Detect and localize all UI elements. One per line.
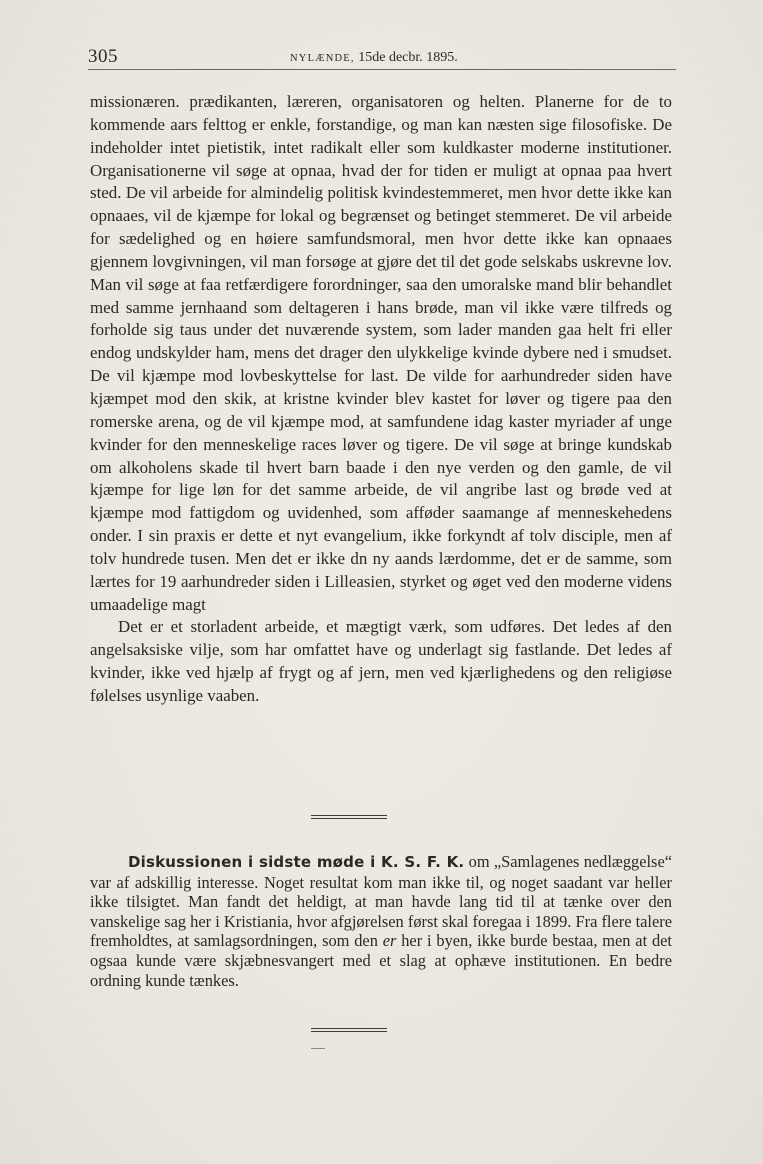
- article-paragraph: Det er et storladent arbeide, et mægtigt værk, som udføres. Det ledes af den angelsaksiske vilje, som har omfattet have og underlagt sig fastlande. Det ledes af kvinder, ikke ved hjælp af frygt og af jern, men ved kjærlighedens og den religiøse følelses usynlige vaaben.: [90, 617, 672, 705]
- header-rule: [88, 69, 676, 70]
- section-divider: [311, 815, 387, 819]
- journal-title: NYLÆNDE,: [290, 53, 355, 64]
- notice-section: [90, 852, 672, 990]
- issue-date: 15de decbr. 1895.: [358, 50, 458, 65]
- notice-lead: Diskussionen i sidste møde i K. S. F. K.: [128, 853, 465, 871]
- article-body: [90, 91, 672, 708]
- notice-paragraph: [90, 852, 672, 990]
- running-head: [290, 46, 458, 71]
- notice-emphasis: er: [382, 931, 397, 951]
- notice-text-end: her i byen, ikke burde bestaa, men at det ogsaa kunde være skjæbnesvangert med et slag at ophæve institutionen. En bedre ordning kunde tænkes.: [90, 931, 672, 990]
- page-number: 305: [88, 46, 118, 67]
- notice-text: om „Samlagenes nedlæggelse“ var af adskillig interesse. Noget resultat kom man ikke til, og noget saadant var heller ikke tilsigtet. Man fandt det heldigt, at man havde lang tid til at tænke over den vanskelige sag her i Kristiania, hvor afgjørelsen først skal foregaa i 1899. Fra flere talere fremholdtes, at samlagsordningen, som den: [90, 852, 672, 951]
- article-paragraph: missionæren. prædikanten, læreren, organisatoren og helten. Planerne for de to kommende aars felttog er enkle, forstandige, og man kan næsten sige filosofiske. De indeholder intet pietistik, intet radikalt eller som kuldkaster moderne institutioner. Organisationerne vil søge at opnaa, hvad der for tiden er muligt at opnaa paa hvert sted. De vil arbeide for almindelig politisk kvindestemmeret, men hvor dette ikke kan opnaaes, vil de kjæmpe for lokal og begrænset og betinget stemmeret. De vil arbeide for sædelighed og en høiere samfundsmoral, men hvor dette ikke kan opnaaes gjennem lovgivningen, vil man forsøge at gjøre det til det gode selskabs uskrevne lov. Man vil søge at faa retfærdigere forordninger, saa den umoralske mand blir behandlet med samme jernhaand som deltageren i hans brøde, man vil ikke være tilfreds og forholde sig taus under det nuværende system, som lader manden gaa helt fri eller endog undskylder ham, mens det drager den ulykkelige kvinde dybere ned i smudset. De vil kjæmpe mod lovbeskyttelse for last. De vilde for aarhundreder siden have kjæmpet mod den skik, at kristne kvinder blev kastet for løver og tigere paa den romerske arena, og de vil kjæmpe mod, at samfundene idag kaster myriader af unge kvinder for den menneskelige races løver og tigere. De vil søge at bringe kundskab om alkoholens skade til hvert barn baade i den nye verden og den gamle, de vil kjæmpe for lige løn for det samme arbeide, de vil angribe last og brøde ved at kjæmpe mod fattigdom og uvidenhed, som afføder saamange af menneskehedens onder. I sin praxis er dette et nyt evangelium, ikke forkyndt af tolv disciple, men af tolv hundrede tusen. Men det er ikke dn ny aands lærdomme, det er de samme, som lærtes for 19 aarhundreder siden i Lilleasien, styrket og øget ved den moderne videns umaadelige magt: [90, 92, 672, 614]
- end-dash: [311, 1048, 325, 1049]
- end-divider: [311, 1028, 387, 1032]
- page-header: [88, 44, 676, 70]
